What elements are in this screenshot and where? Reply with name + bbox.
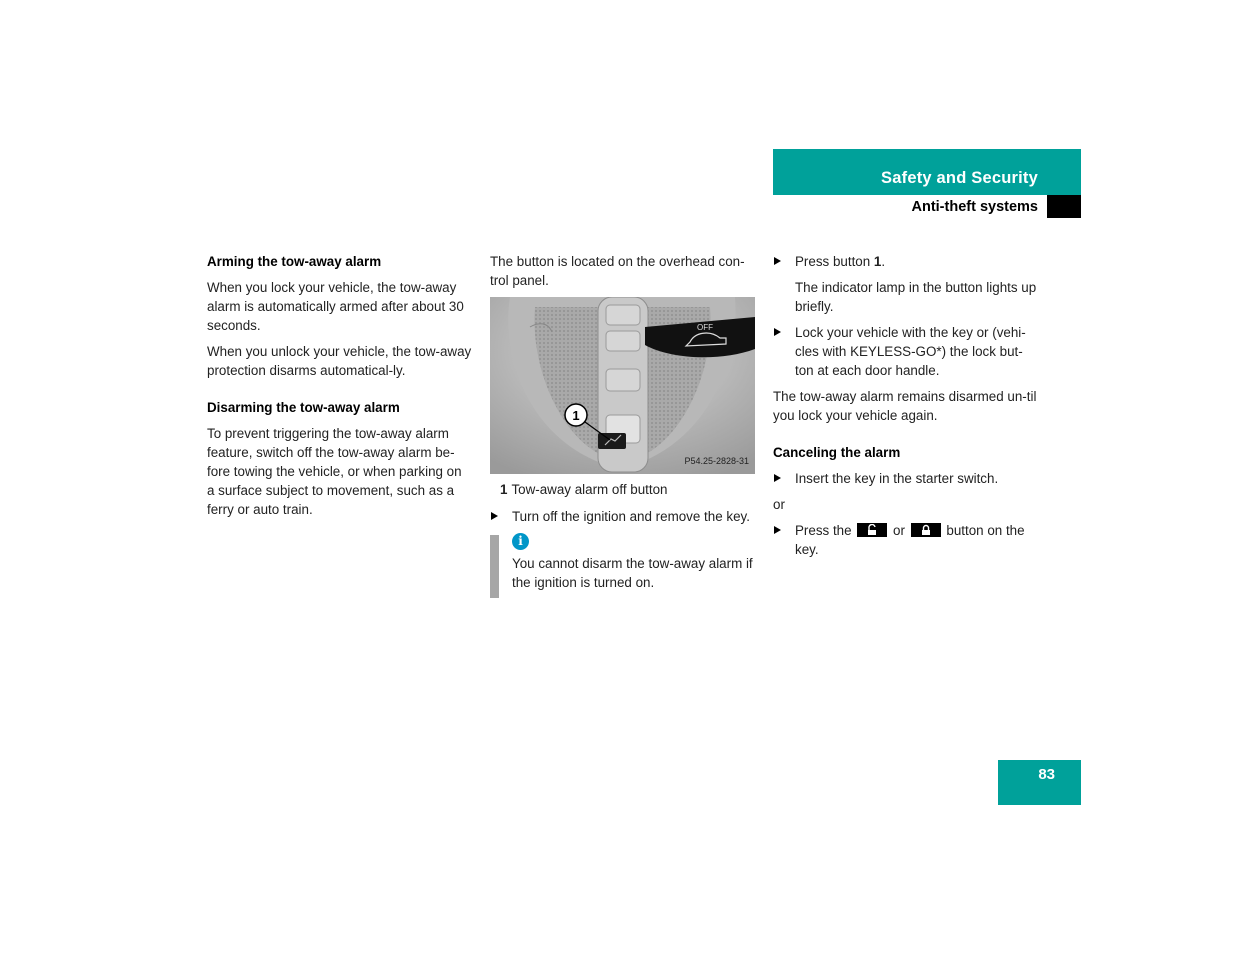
section-header-band [773, 149, 1081, 195]
arming-paragraph-2: When you unlock your vehicle, the tow-away protection disarms automatical-ly. [207, 344, 472, 378]
info-box [490, 533, 756, 592]
step-text: Lock your vehicle with the key or (vehi-cles with KEYLESS-GO*) the lock but-ton at each door handle. [795, 325, 1026, 378]
bullet-triangle-icon [774, 474, 781, 482]
info-bar [490, 535, 499, 598]
step-turn-off-ignition [490, 507, 756, 526]
photo-caption [490, 480, 756, 499]
step-text-end: button on the key. [795, 523, 1025, 557]
column-1 [207, 252, 472, 526]
caption-text: Tow-away alarm off button [511, 482, 668, 497]
step-text: Press the [795, 523, 856, 538]
overhead-control-panel-photo [490, 297, 755, 474]
unlock-icon [857, 523, 887, 537]
subsection-title: Anti-theft systems [911, 199, 1038, 215]
bullet-triangle-icon [774, 257, 781, 265]
bullet-triangle-icon [774, 328, 781, 336]
bullet-triangle-icon [491, 512, 498, 520]
indicator-lamp-note: The indicator lamp in the button lights up briefly. [795, 280, 1037, 314]
lock-icon [911, 523, 941, 537]
step-lock-vehicle [773, 323, 1041, 380]
arming-paragraph-1: When you lock your vehicle, the tow-away alarm is automatically armed after about 30 seconds. [207, 280, 464, 333]
step-insert-key [773, 469, 1041, 488]
info-icon: i [512, 533, 529, 550]
black-tab-marker [1047, 195, 1081, 218]
overhead-panel-illustration [490, 297, 755, 474]
page-number: 83 [1038, 766, 1055, 783]
button-number: 1 [873, 254, 882, 269]
step-press-key-button [773, 521, 1041, 559]
bullet-triangle-icon [774, 526, 781, 534]
remains-disarmed-note: The tow-away alarm remains disarmed un-til you lock your vehicle again. [773, 389, 1037, 423]
photo-callout-1: 1 [572, 408, 580, 423]
photo-reference-code: P54.25-2828-31 [684, 456, 749, 466]
info-text: You cannot disarm the tow-away alarm if the ignition is turned on. [512, 556, 753, 590]
canceling-heading: Canceling the alarm [773, 445, 901, 460]
column-2 [490, 252, 756, 592]
step-text: Press button [795, 254, 874, 269]
step-text: Turn off the ignition and remove the key. [512, 509, 750, 524]
or-separator: or [773, 497, 785, 512]
step-text-or: or [889, 523, 909, 538]
caption-number: 1 [500, 482, 508, 497]
photo-button-label: OFF [697, 323, 713, 332]
column-3 [773, 252, 1041, 566]
button-location-text: The button is located on the overhead con-trol panel. [490, 254, 745, 288]
section-title: Safety and Security [881, 169, 1038, 187]
disarming-heading: Disarming the tow-away alarm [207, 400, 400, 415]
step-text-end: . [881, 254, 886, 269]
step-press-button [773, 252, 1041, 271]
disarming-paragraph: To prevent triggering the tow-away alarm feature, switch off the tow-away alarm be-fore towing the vehicle, or when parking on a surface subject to movement, such as a ferry or auto train. [207, 426, 462, 517]
arming-heading: Arming the tow-away alarm [207, 254, 382, 269]
step-text: Insert the key in the starter switch. [795, 471, 999, 486]
page-number-box [998, 760, 1081, 805]
